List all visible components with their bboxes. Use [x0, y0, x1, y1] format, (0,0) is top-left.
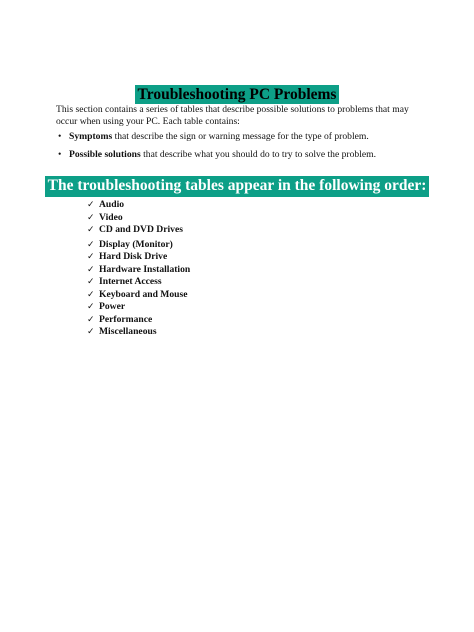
title-container — [0, 85, 474, 104]
list-item-label: Hardware Installation — [99, 263, 191, 275]
page-title: Troubleshooting PC Problems — [135, 85, 340, 104]
list-item — [87, 301, 190, 314]
subtitle-container — [0, 176, 474, 197]
list-item-label: Audio — [99, 199, 125, 210]
checkmark-icon: ✓ — [87, 302, 95, 312]
list-item-label: Miscellaneous — [99, 326, 157, 337]
bullet-term: Symptoms — [69, 131, 113, 142]
bullet-icon: • — [58, 131, 62, 142]
checkmark-icon: ✓ — [87, 327, 95, 337]
checkmark-icon: ✓ — [87, 239, 95, 250]
bullet-icon: • — [58, 149, 62, 160]
checkmark-icon: ✓ — [87, 289, 95, 300]
checkmark-icon: ✓ — [87, 314, 95, 325]
bullet-text — [69, 131, 369, 142]
list-item-label: Keyboard and Mouse — [99, 288, 188, 300]
list-item-label: Display (Monitor) — [99, 238, 173, 250]
section-heading: The troubleshooting tables appear in the following order: — [45, 176, 430, 197]
bullet-text — [69, 149, 376, 160]
list-item — [87, 264, 190, 277]
bullet-description: that describe the sign or warning message for the type of problem. — [112, 131, 369, 142]
list-item-label: Performance — [99, 313, 153, 325]
list-item-label: Hard Disk Drive — [99, 251, 168, 262]
list-item — [87, 224, 190, 237]
list-item — [87, 276, 190, 289]
bullet-term: Possible solutions — [69, 149, 141, 160]
list-item-label: CD and DVD Drives — [99, 224, 183, 235]
intro-paragraph: This section contains a series of tables that describe possible solutions to problems that may occur when using your PC. Each table contains: — [56, 104, 409, 127]
list-item — [87, 289, 190, 302]
list-item — [87, 239, 190, 252]
table-order-list — [87, 199, 190, 339]
list-item — [58, 149, 438, 160]
list-item — [87, 199, 190, 212]
list-item — [87, 326, 190, 339]
list-item — [87, 251, 190, 264]
list-item-label: Video — [99, 211, 123, 223]
list-item — [87, 212, 190, 225]
list-item — [87, 314, 190, 327]
checkmark-icon: ✓ — [87, 225, 95, 235]
checkmark-icon: ✓ — [87, 252, 95, 262]
list-item — [58, 131, 438, 142]
list-item-label: Power — [99, 301, 126, 312]
checkmark-icon: ✓ — [87, 212, 95, 223]
checkmark-icon: ✓ — [87, 264, 95, 275]
bullet-list — [58, 131, 438, 167]
checkmark-icon: ✓ — [87, 200, 95, 210]
checkmark-icon: ✓ — [87, 277, 95, 287]
list-item-label: Internet Access — [99, 276, 162, 287]
bullet-description: that describe what you should do to try to solve the problem. — [140, 149, 376, 160]
